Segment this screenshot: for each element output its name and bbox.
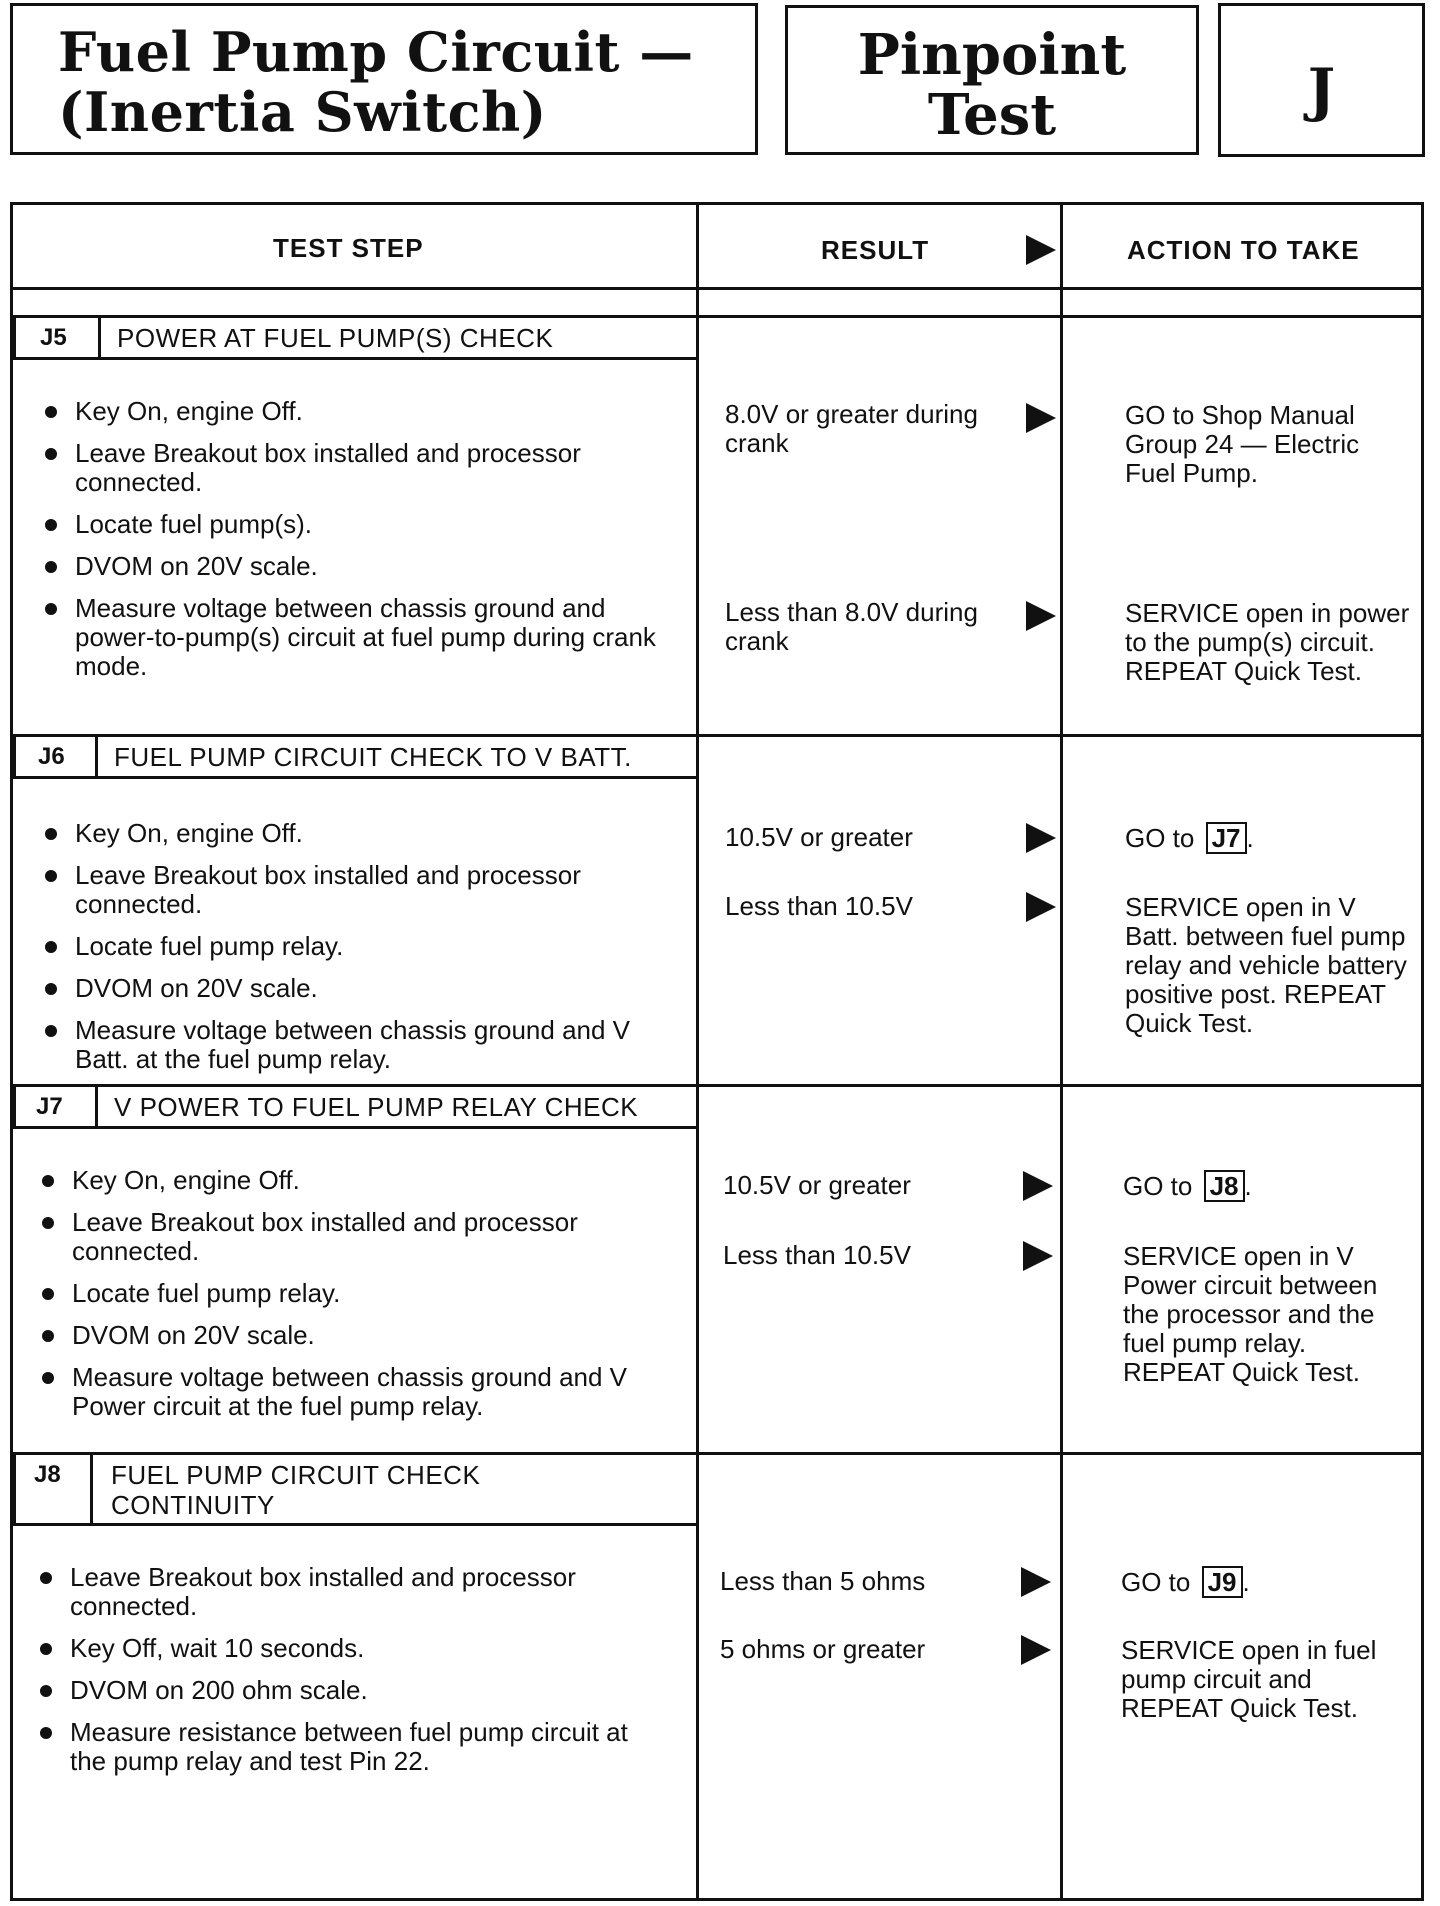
instruction-item: DVOM on 20V scale.	[40, 1321, 660, 1350]
result-text: Less than 10.5V	[723, 1240, 911, 1270]
instruction-item: Measure voltage between chassis ground and V Power circuit at the fuel pump relay.	[40, 1363, 660, 1421]
test-code: J	[1307, 56, 1336, 124]
step-separator	[13, 1084, 1421, 1087]
test-code-box	[1218, 3, 1425, 157]
instruction-item: Leave Breakout box installed and processor connected.	[43, 439, 663, 497]
step-id: J8	[34, 1461, 61, 1488]
action-text: SERVICE open in V Batt. between fuel pump relay and vehicle battery positive post. REPEAT Quick Test.	[1125, 892, 1407, 1038]
action-goto	[1121, 1566, 1411, 1598]
procedure-title-box	[10, 3, 758, 155]
action-goto	[1123, 1170, 1413, 1202]
action-goto-suffix: .	[1246, 823, 1254, 853]
instruction-item: Measure resistance between fuel pump circuit at the pump relay and test Pin 22.	[38, 1718, 658, 1776]
pinpoint-test-table	[10, 202, 1424, 1901]
instruction-item: Key Off, wait 10 seconds.	[38, 1634, 658, 1663]
result-arrow-icon	[1023, 1241, 1053, 1271]
pinpoint-label-line-1: Pinpoint	[857, 22, 1127, 88]
step-separator	[13, 1452, 1421, 1455]
instruction-item: Leave Breakout box installed and processor connected.	[38, 1563, 658, 1621]
action-text: SERVICE open in V Power circuit between the processor and the fuel pump relay. REPEAT Quick Test.	[1123, 1241, 1378, 1387]
instruction-item: Locate fuel pump relay.	[40, 1279, 660, 1308]
action-text: GO to Shop Manual Group 24 — Electric Fuel Pump.	[1125, 400, 1360, 488]
step-instructions	[38, 1563, 658, 1789]
step-id: J6	[38, 743, 65, 770]
action-text: SERVICE open in power to the pump(s) circuit. REPEAT Quick Test.	[1125, 598, 1410, 686]
action-goto-suffix: .	[1244, 1171, 1252, 1201]
header-rule-lower	[13, 315, 1421, 318]
step-instructions	[40, 1166, 660, 1434]
instruction-item: Key On, engine Off.	[40, 1166, 660, 1195]
step-instructions	[43, 397, 663, 694]
instruction-item: DVOM on 20V scale.	[43, 552, 663, 581]
result-text: Less than 10.5V	[725, 891, 913, 921]
step-title: POWER AT FUEL PUMP(S) CHECK	[117, 323, 554, 353]
step-title-rule	[13, 776, 696, 779]
goto-step-ref[interactable]: J7	[1206, 822, 1247, 854]
action-goto	[1125, 822, 1415, 854]
instruction-item: Measure voltage between chassis ground and power-to-pump(s) circuit at fuel pump during crank mode.	[43, 594, 663, 681]
instruction-item: Key On, engine Off.	[43, 397, 663, 426]
result-text: 5 ohms or greater	[720, 1634, 926, 1664]
step-separator	[13, 734, 1421, 737]
step-id: J5	[40, 324, 67, 351]
instruction-item: DVOM on 20V scale.	[43, 974, 663, 1003]
procedure-title-line-1: Fuel Pump Circuit —	[58, 20, 694, 84]
result-arrow-icon	[1026, 892, 1056, 922]
header-rule	[13, 287, 1421, 290]
step-id: J7	[36, 1093, 63, 1120]
step-title-rule	[13, 1523, 696, 1526]
column-header-action: ACTION TO TAKE	[1127, 235, 1360, 265]
instruction-item: DVOM on 200 ohm scale.	[38, 1676, 658, 1705]
column-divider-result	[696, 205, 699, 1898]
result-arrow-icon	[1026, 235, 1056, 265]
result-arrow-icon	[1021, 1567, 1051, 1597]
action-goto-suffix: .	[1242, 1567, 1250, 1597]
column-divider-action	[1060, 205, 1063, 1898]
result-arrow-icon	[1026, 403, 1056, 433]
result-text: Less than 5 ohms	[720, 1566, 926, 1596]
result-text: 10.5V or greater	[725, 822, 913, 852]
procedure-title-line-2: (Inertia Switch)	[58, 80, 547, 144]
result-arrow-icon	[1021, 1635, 1051, 1665]
step-instructions	[43, 819, 663, 1087]
goto-step-ref[interactable]: J9	[1202, 1566, 1243, 1598]
result-text: Less than 8.0V during crank	[725, 597, 978, 656]
action-goto-prefix: GO to	[1123, 1171, 1193, 1201]
result-text: 10.5V or greater	[723, 1170, 911, 1200]
instruction-item: Leave Breakout box installed and processor connected.	[43, 861, 663, 919]
step-title: V POWER TO FUEL PUMP RELAY CHECK	[114, 1092, 639, 1122]
instruction-item: Key On, engine Off.	[43, 819, 663, 848]
goto-step-ref[interactable]: J8	[1204, 1170, 1245, 1202]
instruction-item: Measure voltage between chassis ground and V Batt. at the fuel pump relay.	[43, 1016, 663, 1074]
result-arrow-icon	[1023, 1171, 1053, 1201]
step-title: FUEL PUMP CIRCUIT CHECK CONTINUITY	[111, 1460, 481, 1520]
instruction-item: Locate fuel pump relay.	[43, 932, 663, 961]
instruction-item: Leave Breakout box installed and processor connected.	[40, 1208, 660, 1266]
pinpoint-test-label-box	[785, 5, 1199, 155]
step-title-rule	[13, 1126, 696, 1129]
action-text: SERVICE open in fuel pump circuit and REPEAT Quick Test.	[1121, 1635, 1377, 1723]
result-arrow-icon	[1026, 601, 1056, 631]
step-title: FUEL PUMP CIRCUIT CHECK TO V BATT.	[114, 742, 632, 772]
pinpoint-label-line-2: Test	[927, 82, 1057, 148]
column-header-test-step: TEST STEP	[273, 233, 424, 263]
instruction-item: Locate fuel pump(s).	[43, 510, 663, 539]
result-arrow-icon	[1026, 823, 1056, 853]
action-goto-prefix: GO to	[1121, 1567, 1191, 1597]
action-goto-prefix: GO to	[1125, 823, 1195, 853]
column-header-result: RESULT	[821, 235, 930, 265]
result-text: 8.0V or greater during crank	[725, 399, 978, 458]
step-title-rule	[13, 357, 696, 360]
